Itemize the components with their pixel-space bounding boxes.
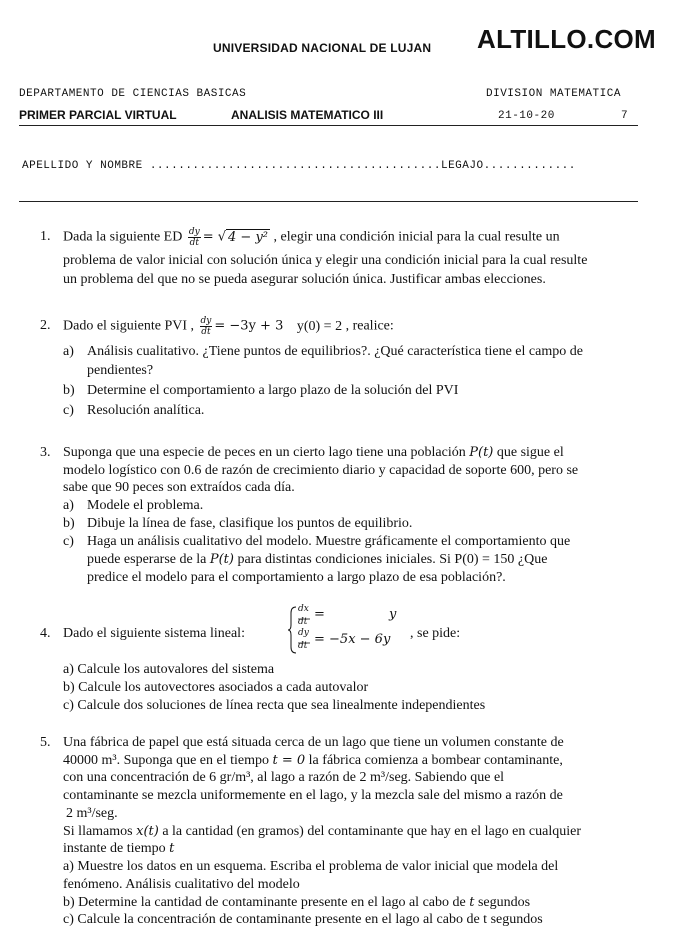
q5-line-3: con una concentración de 6 gr/m³, al lago a razón de 2 m³/seg. Sabiendo que el xyxy=(63,770,505,785)
q3-c-line-2-start: puede esperarse de la xyxy=(87,552,207,567)
q3-line-3: sabe que 90 peces son extraídos cada día. xyxy=(63,480,295,495)
q2-intro: Dado el siguiente PVI , xyxy=(63,318,195,334)
q3-c-line-2-end: para distintas condiciones iniciales. Si P(0) = 150 ¿Que xyxy=(237,552,548,567)
q1-sqrt-arg: 4 − y² xyxy=(228,229,269,245)
q1-number: 1. xyxy=(40,229,51,244)
q5-time-zero: t = 0 xyxy=(272,753,306,768)
q4-dx: dx xyxy=(298,604,309,614)
q2-derivative xyxy=(200,316,213,337)
q4-dy: dy xyxy=(298,628,309,638)
q5-time-var: t xyxy=(169,841,175,856)
university-name: UNIVERSIDAD NACIONAL DE LUJAN xyxy=(213,41,432,55)
q2-c-label: c) xyxy=(63,403,74,418)
q3-population-2: P(t) xyxy=(209,552,234,567)
q4-intro-end: , se pide: xyxy=(410,626,461,641)
q2-frac-den: dt xyxy=(201,327,211,337)
q5-line-2-start: 40000 m³. Suponga que en el tiempo xyxy=(63,753,270,768)
q1-frac-den: dt xyxy=(189,238,199,248)
q5-line-6-end: a la cantidad (en gramos) del contaminante que hay en el lago en cualquier xyxy=(162,824,581,839)
q2-line-1 xyxy=(63,316,394,337)
name-divider xyxy=(19,201,638,202)
q1-line-2: problema de valor inicial con solución única y elegir una condición inicial para la cual resulte xyxy=(63,253,588,268)
q3-a-text: Modele el problema. xyxy=(87,498,204,513)
q5-b-end: segundos xyxy=(477,895,531,910)
name-line: APELLIDO Y NOMBRE .........................................LEGAJO............. xyxy=(22,160,576,172)
q4-eq-1: = y xyxy=(314,607,397,622)
q3-a-label: a) xyxy=(63,498,74,513)
division-label: DIVISION MATEMATICA xyxy=(486,88,621,100)
q3-population: P(t) xyxy=(469,445,494,460)
department-label: DEPARTAMENTO DE CIENCIAS BASICAS xyxy=(19,88,247,100)
q1-equals-root: = √ xyxy=(202,229,227,245)
q4-dt-1: dt xyxy=(298,617,308,627)
q5-a-line-2: fenómeno. Análisis cualitativo del modelo xyxy=(63,877,300,892)
q4-c-text: c) Calcule dos soluciones de línea recta que sea linealmente independientes xyxy=(63,698,486,713)
q3-c-line-3: predice el modelo para el comportamiento a largo plazo de esa población?. xyxy=(87,570,506,585)
q2-a-line-2: pendientes? xyxy=(87,363,154,378)
header-divider xyxy=(19,125,638,126)
exam-title: PRIMER PARCIAL VIRTUAL xyxy=(19,108,177,122)
q2-number: 2. xyxy=(40,318,51,333)
q2-a-label: a) xyxy=(63,344,74,359)
q2-initial-condition: y(0) = 2 xyxy=(296,318,343,334)
q3-number: 3. xyxy=(40,445,51,460)
q1-intro: Dada la siguiente ED xyxy=(63,229,183,245)
q2-b-label: b) xyxy=(63,383,75,398)
q2-frac-num: dy xyxy=(200,316,212,326)
q5-line-5: 2 m³/seg. xyxy=(66,806,118,821)
q5-line-6-start: Si llamamos xyxy=(63,824,133,839)
q3-line-2: modelo logístico con 0.6 de razón de crecimiento diario y capacidad de soporte 600, pero se xyxy=(63,463,579,478)
q5-line-7 xyxy=(63,839,174,858)
q2-intro-end: , realice: xyxy=(345,318,394,334)
q4-intro: Dado el siguiente sistema lineal: xyxy=(63,626,245,641)
exam-date: 21-10-20 xyxy=(498,110,555,122)
q5-number: 5. xyxy=(40,735,51,750)
q1-derivative xyxy=(188,227,201,248)
q5-line-4: contaminante se mezcla uniformemente en el lago, y la mezcla sale del mismo a razón de xyxy=(63,788,563,803)
q2-equation-rhs: = −3y + 3 xyxy=(214,318,284,334)
q5-line-7-start: instante de tiempo xyxy=(63,841,166,856)
q5-x-of-t: x(t) xyxy=(136,824,159,839)
course-title: ANALISIS MATEMATICO III xyxy=(231,108,384,122)
q4-b-text: b) Calcule los autovectores asociados a cada autovalor xyxy=(63,680,369,695)
q3-b-text: Dibuje la línea de fase, clasifique los puntos de equilibrio. xyxy=(87,516,413,531)
q1-frac-num: dy xyxy=(188,227,200,237)
q3-intro-end: que sigue el xyxy=(496,445,564,460)
q4-eq-2: = −5x − 6y xyxy=(314,632,391,647)
brand-logo: ALTILLO.COM xyxy=(477,24,657,54)
q3-line-1 xyxy=(63,443,564,462)
q5-c-text: c) Calcule la concentración de contaminante presente en el lago al cabo de t segundos xyxy=(63,912,543,927)
q4-dt-2: dt xyxy=(298,641,308,651)
q3-c-label: c) xyxy=(63,534,74,549)
q5-a-line-1: a) Muestre los datos en un esquema. Escriba el problema de valor inicial que modela del xyxy=(63,859,559,874)
q1-line-3: un problema del que no se pueda asegurar solución única. Justificar ambas elecciones. xyxy=(63,272,546,287)
q1-line-1 xyxy=(63,227,560,248)
q5-line-1: Una fábrica de papel que está situada cerca de un lago que tiene un volumen constante de xyxy=(63,735,564,750)
q4-a-text: a) Calcule los autovalores del sistema xyxy=(63,662,275,677)
q3-c-line-1: Haga un análisis cualitativo del modelo. Muestre gráficamente el comportamiento que xyxy=(87,534,571,549)
q5-b-start: b) Determine la cantidad de contaminante presente en el lago al cabo de xyxy=(63,895,466,910)
page-number: 7 xyxy=(621,110,629,122)
q3-b-label: b) xyxy=(63,516,75,531)
q3-intro: Suponga que una especie de peces en un cierto lago tiene una población xyxy=(63,445,466,460)
q1-intro-end: , elegir una condición inicial para la cual resulte un xyxy=(273,229,560,245)
q5-line-2-end: la fábrica comienza a bombear contaminante, xyxy=(308,753,563,768)
q2-c-text: Resolución analítica. xyxy=(87,403,205,418)
q3-c-line-2 xyxy=(87,550,547,569)
q5-b-time-var: t xyxy=(469,895,475,910)
q2-a-line-1: Análisis cualitativo. ¿Tiene puntos de equilibrios?. ¿Qué característica tiene el campo de xyxy=(87,344,583,359)
q4-number: 4. xyxy=(40,626,51,641)
q2-b-text: Determine el comportamiento a largo plazo de la solución del PVI xyxy=(87,383,459,398)
